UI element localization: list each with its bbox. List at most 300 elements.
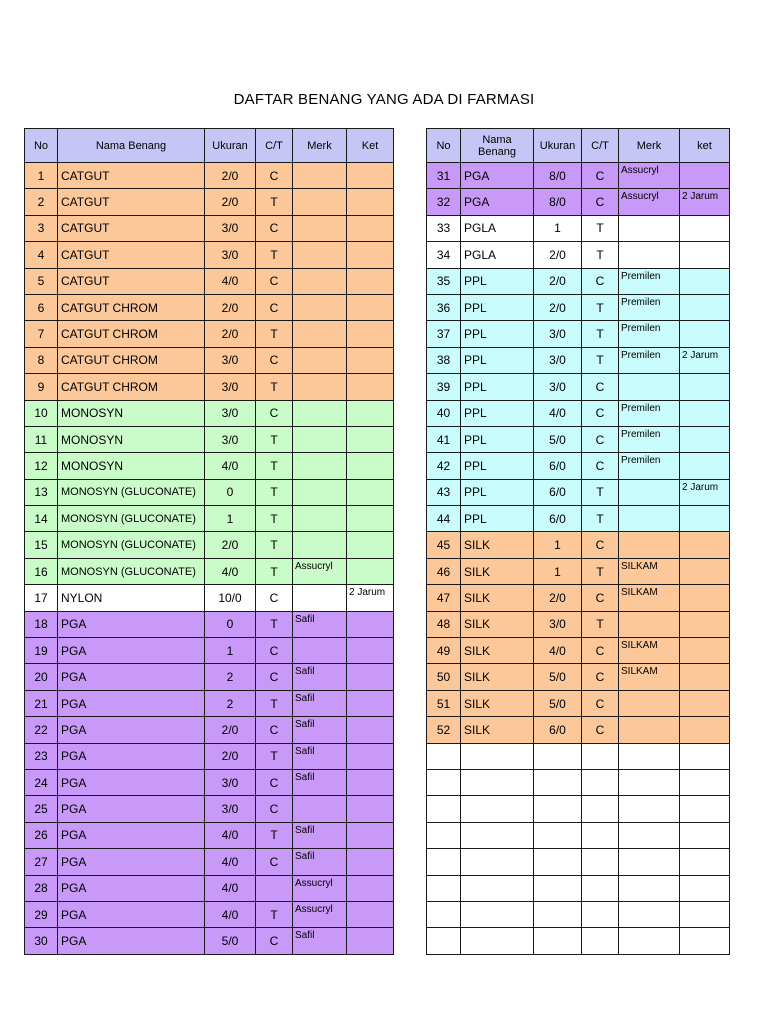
cell-nama-benang: PPL	[461, 321, 534, 347]
cell-nama-benang: CATGUT	[58, 215, 205, 241]
table-row	[427, 294, 730, 320]
cell-no: 35	[427, 268, 461, 294]
table-row	[427, 822, 730, 848]
table-row	[25, 163, 394, 189]
cell-ukuran: 1	[205, 506, 256, 532]
cell-no: 40	[427, 400, 461, 426]
table-row	[427, 585, 730, 611]
cell-ukuran: 3/0	[205, 374, 256, 400]
table-header-row	[25, 129, 394, 163]
cell-ket	[680, 928, 730, 954]
cell-ukuran: 2/0	[534, 294, 582, 320]
cell-no: 27	[25, 849, 58, 875]
cell-ukuran: 6/0	[534, 717, 582, 743]
cell-no: 8	[25, 347, 58, 373]
cell-ukuran: 3/0	[205, 215, 256, 241]
cell-ket	[680, 506, 730, 532]
cell-ket	[347, 400, 394, 426]
cell-ukuran: 3/0	[205, 426, 256, 452]
table-row	[427, 506, 730, 532]
cell-ct: T	[256, 426, 293, 452]
cell-nama-benang: PGA	[58, 638, 205, 664]
cell-merk	[293, 638, 347, 664]
cell-ket: 2 Jarum	[680, 347, 730, 373]
cell-merk: SILKAM	[619, 638, 680, 664]
cell-no: 18	[25, 611, 58, 637]
cell-no: 23	[25, 743, 58, 769]
cell-merk: Assucryl	[293, 901, 347, 927]
cell-ukuran: 2/0	[534, 268, 582, 294]
cell-ket	[347, 769, 394, 795]
cell-nama-benang: PPL	[461, 479, 534, 505]
cell-merk: Safil	[293, 611, 347, 637]
cell-ukuran: 3/0	[534, 374, 582, 400]
cell-ukuran: 4/0	[205, 901, 256, 927]
cell-ukuran: 6/0	[534, 479, 582, 505]
cell-ket	[680, 532, 730, 558]
table-row	[427, 374, 730, 400]
cell-ct: C	[582, 163, 619, 189]
cell-no: 26	[25, 822, 58, 848]
cell-merk	[293, 347, 347, 373]
cell-ct: T	[582, 611, 619, 637]
cell-nama-benang: PPL	[461, 506, 534, 532]
cell-ct: C	[256, 347, 293, 373]
table-row	[427, 268, 730, 294]
table-row	[427, 479, 730, 505]
table-row	[25, 638, 394, 664]
cell-ct: C	[256, 928, 293, 954]
cell-ket	[347, 611, 394, 637]
cell-merk: Premilen	[619, 453, 680, 479]
cell-ukuran: 5/0	[534, 690, 582, 716]
cell-ct: C	[256, 163, 293, 189]
cell-nama-benang: PGA	[58, 849, 205, 875]
cell-ct: C	[256, 849, 293, 875]
cell-ukuran	[534, 743, 582, 769]
table-row	[427, 875, 730, 901]
cell-ukuran: 2/0	[205, 163, 256, 189]
cell-ukuran: 8/0	[534, 163, 582, 189]
table-row	[427, 347, 730, 373]
cell-ket	[680, 558, 730, 584]
table-row	[25, 875, 394, 901]
cell-nama-benang: PPL	[461, 400, 534, 426]
cell-ct: C	[256, 664, 293, 690]
cell-no: 24	[25, 769, 58, 795]
cell-merk	[293, 532, 347, 558]
cell-no: 12	[25, 453, 58, 479]
cell-ukuran: 2/0	[534, 242, 582, 268]
header-nama-benang: Nama Benang	[461, 129, 534, 163]
cell-no: 20	[25, 664, 58, 690]
cell-ket	[347, 189, 394, 215]
cell-merk: Safil	[293, 928, 347, 954]
cell-no: 41	[427, 426, 461, 452]
cell-merk	[619, 875, 680, 901]
cell-ket	[347, 638, 394, 664]
cell-ket	[347, 242, 394, 268]
cell-merk: Premilen	[619, 400, 680, 426]
table-row	[25, 268, 394, 294]
cell-ct: C	[582, 664, 619, 690]
cell-merk	[619, 611, 680, 637]
cell-ukuran: 10/0	[205, 585, 256, 611]
cell-merk	[293, 294, 347, 320]
cell-nama-benang: MONOSYN	[58, 453, 205, 479]
cell-nama-benang: PGA	[58, 611, 205, 637]
cell-ket	[347, 558, 394, 584]
table-row	[25, 558, 394, 584]
cell-ct	[582, 796, 619, 822]
cell-ukuran: 3/0	[205, 769, 256, 795]
cell-ket	[347, 374, 394, 400]
header-ct: C/T	[256, 129, 293, 163]
cell-no: 2	[25, 189, 58, 215]
cell-merk: Safil	[293, 769, 347, 795]
cell-nama-benang: CATGUT CHROM	[58, 294, 205, 320]
header-ukuran: Ukuran	[534, 129, 582, 163]
cell-nama-benang: SILK	[461, 690, 534, 716]
cell-merk: Premilen	[619, 294, 680, 320]
cell-nama-benang: PGA	[58, 901, 205, 927]
cell-nama-benang: PGA	[58, 875, 205, 901]
table-row	[427, 796, 730, 822]
table-row	[427, 664, 730, 690]
cell-ket	[680, 163, 730, 189]
cell-ukuran: 3/0	[205, 796, 256, 822]
cell-no	[427, 849, 461, 875]
cell-ket	[347, 163, 394, 189]
cell-no: 31	[427, 163, 461, 189]
header-merk: Merk	[293, 129, 347, 163]
cell-no	[427, 928, 461, 954]
cell-ct: T	[582, 294, 619, 320]
cell-ket	[680, 585, 730, 611]
cell-nama-benang: CATGUT	[58, 189, 205, 215]
cell-no: 38	[427, 347, 461, 373]
cell-merk: SILKAM	[619, 585, 680, 611]
cell-merk: Safil	[293, 717, 347, 743]
cell-no: 46	[427, 558, 461, 584]
cell-ukuran: 2/0	[205, 532, 256, 558]
cell-ukuran: 3/0	[205, 242, 256, 268]
cell-ket	[347, 294, 394, 320]
cell-ct: C	[582, 426, 619, 452]
cell-no: 42	[427, 453, 461, 479]
cell-no: 39	[427, 374, 461, 400]
cell-no: 22	[25, 717, 58, 743]
table-row	[25, 321, 394, 347]
cell-ket	[347, 849, 394, 875]
cell-ket	[347, 532, 394, 558]
cell-ket	[347, 215, 394, 241]
cell-merk	[293, 453, 347, 479]
cell-ukuran: 6/0	[534, 506, 582, 532]
cell-nama-benang: SILK	[461, 558, 534, 584]
cell-merk	[293, 400, 347, 426]
cell-ct: T	[582, 479, 619, 505]
cell-nama-benang: CATGUT CHROM	[58, 374, 205, 400]
cell-merk	[293, 242, 347, 268]
cell-nama-benang: CATGUT	[58, 242, 205, 268]
cell-ket	[680, 294, 730, 320]
cell-ket	[680, 215, 730, 241]
cell-no: 47	[427, 585, 461, 611]
cell-ket	[680, 796, 730, 822]
cell-no: 45	[427, 532, 461, 558]
cell-ct: T	[256, 532, 293, 558]
cell-nama-benang: MONOSYN	[58, 400, 205, 426]
header-ukuran: Ukuran	[205, 129, 256, 163]
cell-ket	[680, 374, 730, 400]
cell-no: 6	[25, 294, 58, 320]
table-header-row	[427, 129, 730, 163]
cell-nama-benang: SILK	[461, 717, 534, 743]
table-row	[25, 400, 394, 426]
cell-ukuran: 4/0	[205, 268, 256, 294]
cell-ukuran: 5/0	[534, 664, 582, 690]
cell-no	[427, 875, 461, 901]
cell-ket: 2 Jarum	[680, 479, 730, 505]
cell-ukuran: 1	[534, 558, 582, 584]
cell-merk	[293, 268, 347, 294]
table-row	[25, 479, 394, 505]
cell-ket: 2 Jarum	[347, 585, 394, 611]
cell-ukuran: 4/0	[205, 822, 256, 848]
cell-merk	[619, 532, 680, 558]
cell-merk	[293, 215, 347, 241]
cell-ukuran: 2	[205, 664, 256, 690]
cell-ukuran: 3/0	[205, 347, 256, 373]
cell-ukuran	[534, 849, 582, 875]
cell-no: 21	[25, 690, 58, 716]
cell-ket	[347, 347, 394, 373]
cell-no: 43	[427, 479, 461, 505]
cell-ket	[680, 453, 730, 479]
cell-no: 7	[25, 321, 58, 347]
table-row	[427, 690, 730, 716]
cell-merk	[619, 849, 680, 875]
table-row	[427, 717, 730, 743]
cell-ct: C	[256, 400, 293, 426]
cell-ket	[680, 743, 730, 769]
cell-nama-benang: CATGUT	[58, 268, 205, 294]
cell-merk: Premilen	[619, 426, 680, 452]
right-thread-table	[426, 128, 730, 955]
cell-ct: C	[582, 585, 619, 611]
cell-ket	[680, 849, 730, 875]
cell-ct	[582, 849, 619, 875]
cell-ket	[347, 743, 394, 769]
cell-ket	[347, 690, 394, 716]
table-row	[25, 294, 394, 320]
cell-ct: C	[582, 374, 619, 400]
cell-merk	[619, 743, 680, 769]
cell-merk: SILKAM	[619, 664, 680, 690]
cell-merk	[619, 479, 680, 505]
cell-ukuran: 0	[205, 479, 256, 505]
cell-nama-benang	[461, 901, 534, 927]
cell-ket	[680, 400, 730, 426]
cell-no: 16	[25, 558, 58, 584]
cell-ukuran: 3/0	[534, 347, 582, 373]
cell-no: 34	[427, 242, 461, 268]
cell-nama-benang: PGA	[58, 743, 205, 769]
cell-nama-benang: PPL	[461, 374, 534, 400]
left-thread-table	[24, 128, 394, 955]
cell-merk	[293, 321, 347, 347]
cell-no: 48	[427, 611, 461, 637]
cell-ket	[347, 822, 394, 848]
header-ket: Ket	[347, 129, 394, 163]
cell-ukuran: 4/0	[205, 558, 256, 584]
cell-no: 33	[427, 215, 461, 241]
cell-ket	[680, 638, 730, 664]
cell-ct	[582, 743, 619, 769]
cell-ukuran: 2/0	[205, 189, 256, 215]
cell-nama-benang: SILK	[461, 585, 534, 611]
cell-merk: Assucryl	[293, 875, 347, 901]
cell-nama-benang: SILK	[461, 611, 534, 637]
cell-ct: C	[256, 268, 293, 294]
cell-ct: T	[256, 743, 293, 769]
table-row	[427, 849, 730, 875]
cell-nama-benang	[461, 928, 534, 954]
cell-merk: Safil	[293, 690, 347, 716]
cell-merk	[293, 479, 347, 505]
cell-ukuran	[534, 796, 582, 822]
cell-no	[427, 769, 461, 795]
cell-ket	[347, 268, 394, 294]
cell-merk	[619, 690, 680, 716]
table-row	[25, 506, 394, 532]
cell-ket	[680, 242, 730, 268]
cell-merk	[619, 822, 680, 848]
cell-ct: C	[582, 638, 619, 664]
cell-ct: T	[582, 347, 619, 373]
cell-nama-benang: MONOSYN (GLUCONATE)	[58, 506, 205, 532]
cell-merk: Premilen	[619, 268, 680, 294]
cell-nama-benang: MONOSYN	[58, 426, 205, 452]
table-row	[25, 822, 394, 848]
cell-ct	[582, 875, 619, 901]
cell-nama-benang	[461, 822, 534, 848]
table-row	[25, 664, 394, 690]
cell-nama-benang	[461, 796, 534, 822]
cell-nama-benang: CATGUT CHROM	[58, 321, 205, 347]
cell-ct: T	[256, 822, 293, 848]
cell-no: 4	[25, 242, 58, 268]
cell-merk	[293, 426, 347, 452]
table-row	[25, 690, 394, 716]
table-row	[25, 374, 394, 400]
cell-merk	[619, 506, 680, 532]
table-row	[25, 347, 394, 373]
table-row	[25, 215, 394, 241]
cell-ket: 2 Jarum	[680, 189, 730, 215]
cell-ket	[680, 321, 730, 347]
cell-merk	[619, 215, 680, 241]
cell-no: 30	[25, 928, 58, 954]
cell-nama-benang: PGA	[461, 163, 534, 189]
cell-no: 32	[427, 189, 461, 215]
cell-ukuran: 5/0	[534, 426, 582, 452]
cell-ct: T	[256, 506, 293, 532]
cell-ct: C	[582, 400, 619, 426]
cell-nama-benang: PPL	[461, 453, 534, 479]
cell-no: 28	[25, 875, 58, 901]
cell-ukuran: 2	[205, 690, 256, 716]
table-row	[427, 400, 730, 426]
cell-nama-benang	[461, 743, 534, 769]
cell-ct: C	[256, 769, 293, 795]
cell-ct: C	[256, 585, 293, 611]
cell-ukuran: 1	[205, 638, 256, 664]
cell-no: 5	[25, 268, 58, 294]
cell-ket	[680, 875, 730, 901]
cell-ukuran: 6/0	[534, 453, 582, 479]
cell-no: 44	[427, 506, 461, 532]
cell-merk: SILKAM	[619, 558, 680, 584]
cell-ct: C	[256, 717, 293, 743]
cell-merk: Safil	[293, 664, 347, 690]
cell-ct	[256, 875, 293, 901]
cell-ukuran: 3/0	[534, 321, 582, 347]
cell-no: 50	[427, 664, 461, 690]
cell-merk	[293, 189, 347, 215]
cell-nama-benang: PPL	[461, 268, 534, 294]
table-row	[427, 215, 730, 241]
cell-ket	[680, 611, 730, 637]
cell-ket	[680, 664, 730, 690]
cell-no: 13	[25, 479, 58, 505]
cell-ct: T	[256, 479, 293, 505]
cell-ket	[347, 875, 394, 901]
cell-ukuran	[534, 901, 582, 927]
cell-merk: Assucryl	[619, 189, 680, 215]
cell-ket	[680, 822, 730, 848]
cell-ket	[680, 901, 730, 927]
cell-no: 9	[25, 374, 58, 400]
cell-nama-benang: PGLA	[461, 242, 534, 268]
cell-merk	[619, 242, 680, 268]
cell-merk	[619, 796, 680, 822]
table-row	[427, 321, 730, 347]
cell-nama-benang: PGA	[58, 717, 205, 743]
cell-ket	[680, 690, 730, 716]
cell-ct: C	[256, 294, 293, 320]
cell-ukuran	[534, 822, 582, 848]
cell-merk	[619, 769, 680, 795]
cell-ct: C	[582, 453, 619, 479]
table-row	[25, 532, 394, 558]
cell-ct: T	[256, 558, 293, 584]
cell-ukuran: 8/0	[534, 189, 582, 215]
cell-ct	[582, 769, 619, 795]
cell-ct: T	[256, 611, 293, 637]
cell-merk	[293, 585, 347, 611]
cell-no: 51	[427, 690, 461, 716]
cell-no: 11	[25, 426, 58, 452]
cell-ct: C	[582, 690, 619, 716]
table-row	[25, 453, 394, 479]
cell-ct: C	[256, 638, 293, 664]
table-row	[427, 611, 730, 637]
cell-ct: T	[256, 321, 293, 347]
cell-nama-benang: PPL	[461, 294, 534, 320]
table-row	[25, 717, 394, 743]
